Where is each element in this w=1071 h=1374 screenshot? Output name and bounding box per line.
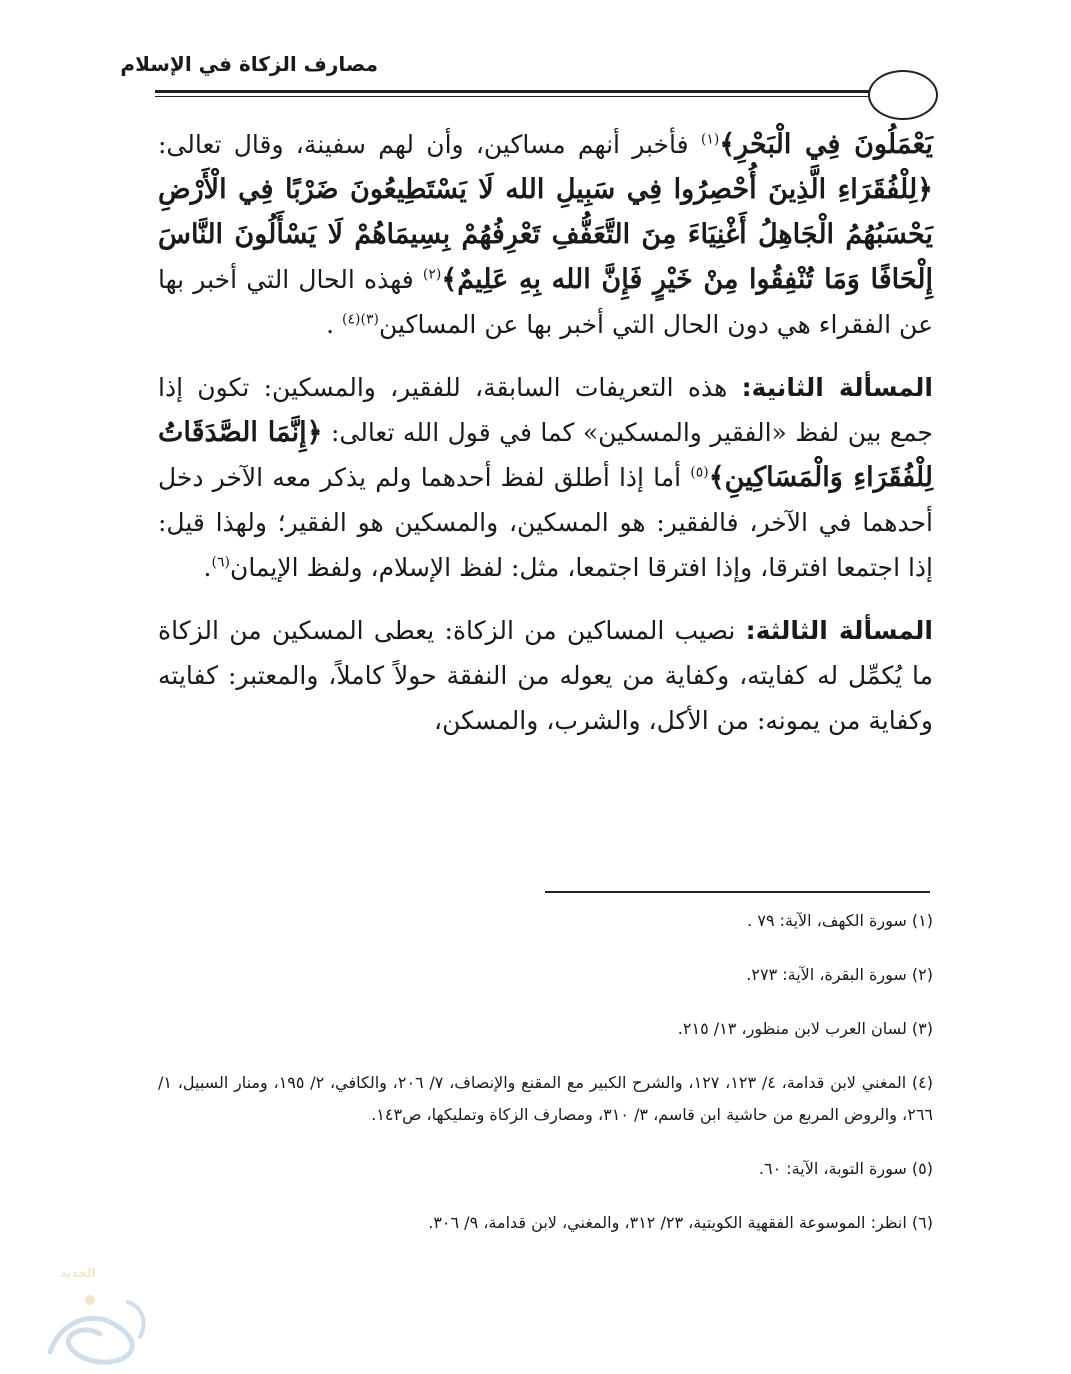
paragraph-2 [158, 365, 933, 590]
paragraph-text: فأخبر أنهم مساكين، وأن لهم سفينة، وقال تعالى: [158, 130, 689, 159]
main-text [158, 122, 933, 743]
page-number-oval [868, 70, 938, 120]
publisher-watermark-logo [30, 1262, 162, 1370]
issue-heading: المسألة الثانية: [741, 373, 933, 402]
quran-verse: ﴿لِلْفُقَرَاءِ الَّذِينَ أُحْصِرُوا فِي سَبِيلِ الله لَا يَسْتَطِيعُونَ ضَرْبًا فِي الْأَرْضِ يَحْسَبُهُمُ الْجَاهِلُ أَغْنِيَاءَ مِنَ التَّعَفُّفِ تَعْرِفُهُمْ بِسِيمَاهُمْ لَا يَسْأَلُونَ النَّاسَ إِلْحَافًا وَمَا تُنْفِقُوا مِنْ خَيْرٍ فَإِنَّ الله بِهِ عَلِيمٌ﴾ [158, 174, 934, 295]
footnote-item: (٦) انظر: الموسوعة الفقهية الكويتية، ٢٣/ ٣١٢، والمغني، لابن قدامة، ٩/ ٣٠٦. [428, 1213, 933, 1232]
issue-heading: المسألة الثالثة: [745, 616, 933, 645]
footnote-ref: (٢) [422, 266, 442, 283]
paragraph-3 [158, 608, 933, 743]
footnote-ref: (٥) [690, 464, 709, 481]
paragraph-text: فهذه الحال التي أخبر بها عن الفقراء هي دون الحال التي أخبر بها عن المساكين [158, 265, 933, 339]
paragraph-text: أما إذا أطلق لفظ أحدهما ولم يذكر معه الآخر دخل أحدهما في الآخر، فالفقير: هو المسكين، والمسكين هو الفقير؛ ولهذا قيل: إذا اجتمعا افترقا، وإذا افترقا اجتمعا، مثل: لفظ الإسلام، ولفظ الإيمان [158, 463, 933, 582]
footnote-item: (٣) لسان العرب لابن منظور، ١٣/ ٢١٥. [677, 1019, 933, 1038]
header-rule-thin [155, 96, 870, 97]
header-rule-thick [155, 90, 870, 93]
paragraph-text: . [326, 310, 335, 339]
footnote-ref: (٦) [211, 554, 230, 571]
paragraph-text: نصيب المساكين من الزكاة: يعطى المسكين من الزكاة ما يُكمِّل له كفايته، وكفاية من يعوله من النفقة حولاً كاملاً، والمعتبر: كفايته وكفاية من يمونه: من الأكل، والشرب، والمسكن، [158, 616, 933, 735]
watermark-text: الجديد [60, 1266, 96, 1280]
paragraph-text: . [203, 553, 212, 582]
running-header-title: مصارف الزكاة في الإسلام [120, 52, 378, 76]
footnote-separator [545, 891, 930, 893]
watermark-calligraphy-icon [30, 1262, 162, 1370]
footnote-item: (١) سورة الكهف، الآية: ٧٩ . [747, 911, 933, 930]
paragraph-text: هذه التعريفات السابقة، للفقير، والمسكين: تكون إذا جمع بين لفظ «الفقير والمسكين» كما في قول الله تعالى: [158, 373, 933, 447]
paragraph-1 [158, 122, 933, 347]
footnote-ref: (١) [700, 131, 720, 148]
footnote-item: (٢) سورة البقرة، الآية: ٢٧٣. [746, 965, 933, 984]
quran-verse: يَعْمَلُونَ فِي الْبَحْرِ﴾ [719, 129, 933, 160]
footnote-item: (٤) المغني لابن قدامة، ٤/ ١٢٣، ١٢٧، والشرح الكبير مع المقنع والإنصاف، ٧/ ٢٠٦، والكافي، ٢/ ١٩٥، ومنار السبيل، ١/ ٢٦٦، والروض المربع من حاشية ابن قاسم، ٣/ ٣١٠، ومصارف الزكاة وتمليكها، ص١٤٣. [158, 1073, 933, 1124]
quran-verse: ﴿إِنَّمَا الصَّدَقَاتُ لِلْفُقَرَاءِ وَالْمَسَاكِينِ﴾ [158, 417, 934, 493]
footnote-item: (٥) سورة التوبة، الآية: ٦٠. [758, 1159, 933, 1178]
footnotes [158, 905, 933, 1261]
footnote-ref: (٣)(٤) [342, 311, 379, 328]
